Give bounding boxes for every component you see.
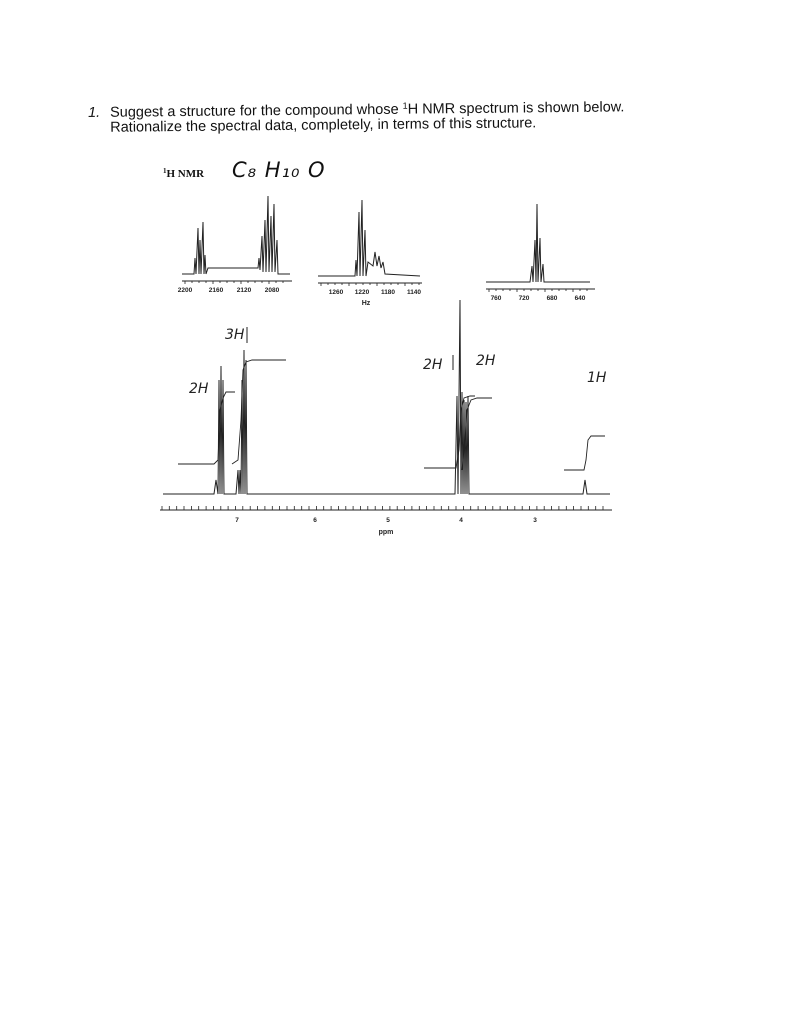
inset-1-tick-label: 2160 [208,287,224,294]
inset-1-tick-label: 2120 [236,287,252,294]
inset-3-tick-label: 640 [574,295,586,302]
inset-1-trace [182,196,290,274]
inset-2-trace [318,200,420,276]
main-tick-label: 7 [235,517,239,524]
main-tick-label: 5 [386,517,390,524]
main-tick-label: 4 [459,517,463,524]
superscript-1: 1 [402,100,408,111]
main-axis-tick-labels [235,517,537,536]
handwritten-annotations [189,327,607,397]
inset-2-unit-label: Hz [361,300,371,307]
inset-1-tick-labels [178,287,280,294]
main-x-axis [160,506,612,510]
annotation-2h-left: 2H [189,381,209,397]
inset-1-tick-label: 2080 [264,287,280,294]
question-line-2: Rationalize the spectral data, completely, in terms of this structure. [110,115,537,136]
annotation-2h-mid: 2H [423,357,443,373]
inset-1-tick-label: 2200 [177,287,193,294]
inset-2-tick-label: 1220 [354,289,370,296]
inset-2-tick-labels [329,289,422,307]
inset-3-tick-label: 680 [546,295,558,302]
annotation-2h-right: 2H [476,353,496,369]
main-axis-label: ppm [378,529,394,536]
inset-2-tick-label: 1140 [406,289,422,296]
inset-2-tick-label: 1180 [380,289,396,296]
main-tick-label: 3 [533,517,537,524]
main-tick-label: 6 [313,517,317,524]
inset-2-tick-label: 1260 [328,289,344,296]
molecular-formula: C₈ H₁₀ O [232,158,326,182]
inset-3-trace [486,204,590,282]
inset-3-tick-label: 760 [490,295,502,302]
inset-spectrum-3 [486,204,595,292]
annotation-1h: 1H [587,370,607,386]
inset-spectrum-1 [182,196,292,284]
inset-3-tick-label: 720 [518,295,530,302]
spectrum-title: $^1$H NMR [163,167,205,180]
question-line-1: Suggest a structure for the compound whose $^1$H NMR spectrum is shown below. [109,99,625,121]
inset-3-tick-labels [491,295,586,302]
inset-spectrum-2 [318,200,422,286]
question-number: 1. [87,104,101,121]
annotation-3h: 3H [225,327,245,343]
